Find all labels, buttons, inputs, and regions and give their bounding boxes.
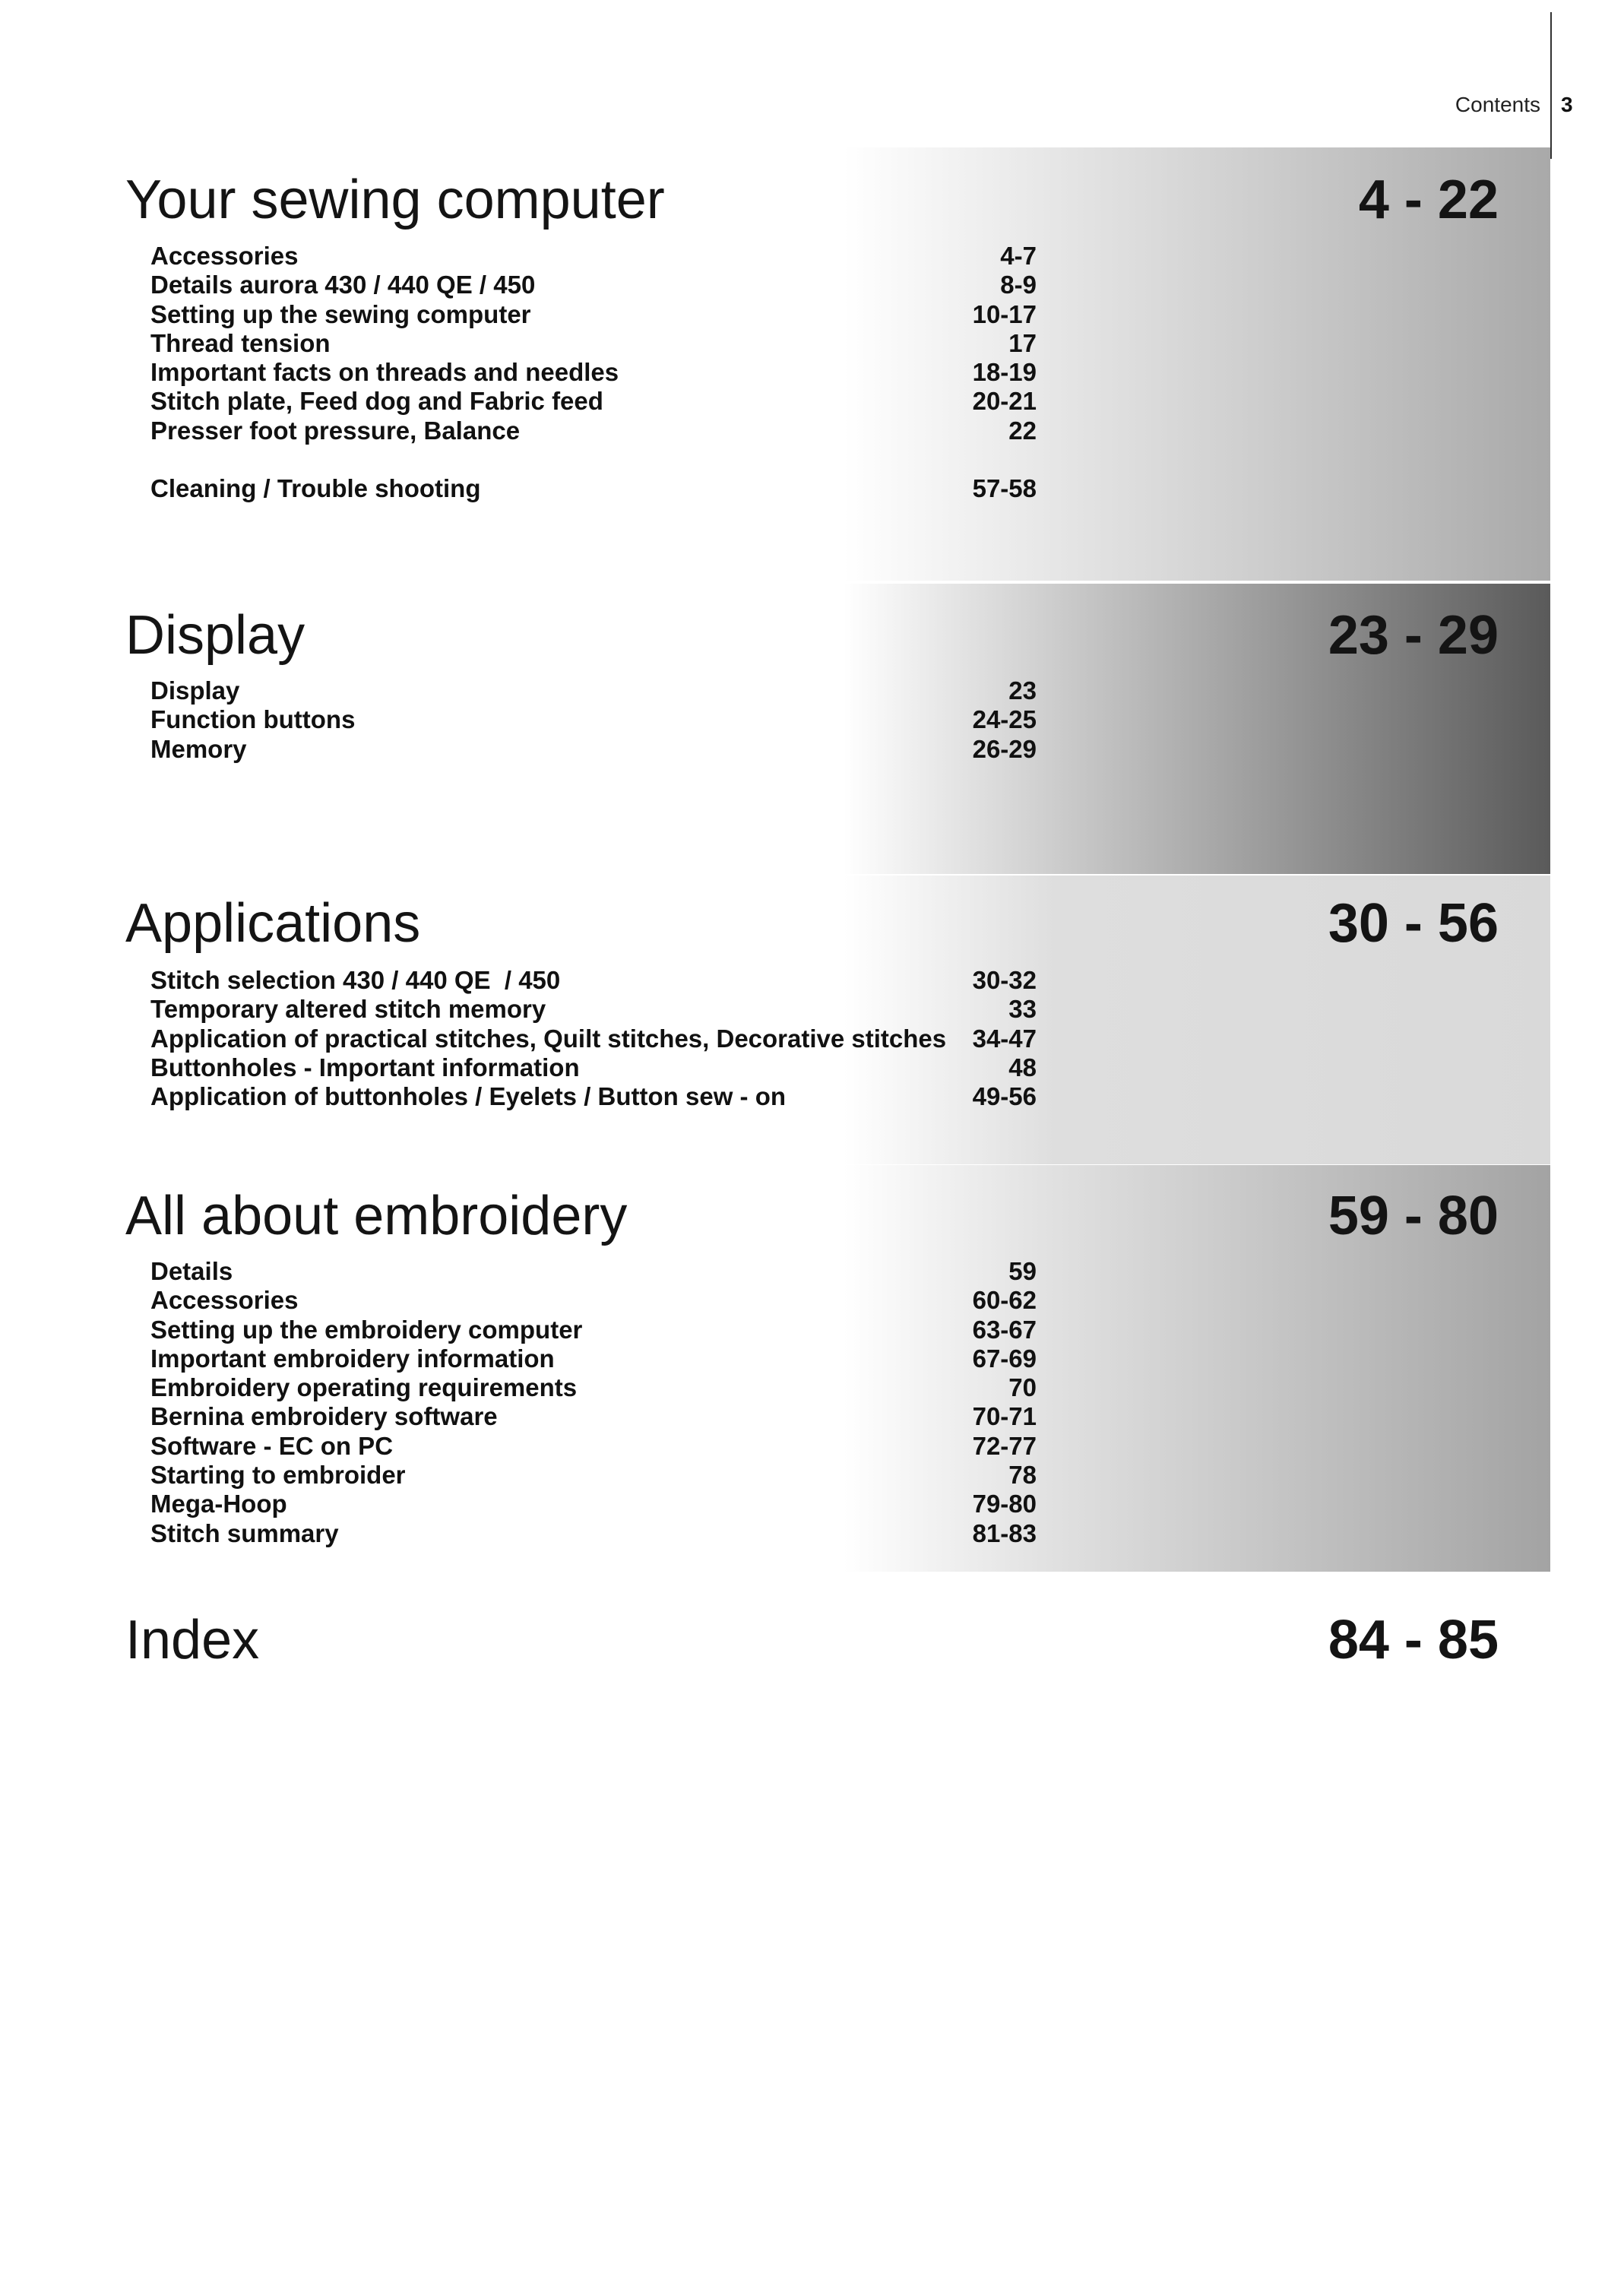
section-entries	[150, 966, 1037, 1111]
toc-entry[interactable]	[150, 242, 1037, 271]
entry-label: Function buttons	[150, 705, 356, 734]
entry-pages: 79-80	[972, 1490, 1037, 1518]
entry-pages: 20-21	[972, 387, 1037, 416]
entry-pages: 26-29	[972, 734, 1037, 763]
entry-label: Buttonholes - Important information	[150, 1053, 580, 1081]
entry-label: Application of practical stitches, Quilt stitches, Decorative stitches	[150, 1024, 947, 1053]
entry-label: Memory	[150, 734, 247, 763]
entry-label: Bernina embroidery software	[150, 1402, 498, 1431]
header-page-number: 3	[1561, 93, 1573, 116]
entry-pages: 70-71	[972, 1402, 1037, 1431]
toc-entry[interactable]	[150, 1490, 1037, 1518]
toc-entry[interactable]	[150, 387, 1037, 416]
entry-pages: 49-56	[972, 1082, 1037, 1111]
entry-pages: 70	[1008, 1373, 1037, 1402]
entry-label: Display	[150, 676, 240, 705]
entry-label: Details	[150, 1257, 233, 1285]
section-page-range: 30 - 56	[1328, 893, 1499, 954]
entry-pages: 72-77	[972, 1431, 1037, 1460]
entry-pages: 24-25	[972, 705, 1037, 734]
entry-label: Setting up the embroidery computer	[150, 1315, 583, 1344]
section-entries	[150, 242, 1037, 504]
entry-pages: 23	[1008, 676, 1037, 705]
section-title: All about embroidery	[125, 1186, 628, 1246]
section-title: Your sewing computer	[125, 169, 665, 230]
entry-pages: 33	[1008, 995, 1037, 1024]
entry-label: Starting to embroider	[150, 1461, 406, 1490]
entry-label: Stitch plate, Feed dog and Fabric feed	[150, 387, 603, 416]
toc-entry[interactable]	[150, 1053, 1037, 1082]
entry-label: Presser foot pressure, Balance	[150, 416, 521, 445]
entry-label: Accessories	[150, 1286, 299, 1315]
entry-label: Accessories	[150, 242, 299, 270]
header-divider	[1550, 12, 1552, 159]
toc-entry[interactable]	[150, 1344, 1037, 1373]
toc-entry[interactable]	[150, 1461, 1037, 1490]
entry-pages: 57-58	[972, 474, 1037, 503]
entry-label: Thread tension	[150, 328, 331, 357]
section-page-range: 23 - 29	[1328, 605, 1499, 666]
entry-pages: 8-9	[1000, 271, 1037, 299]
entry-pages: 30-32	[972, 966, 1037, 994]
entry-pages: 48	[1008, 1053, 1037, 1081]
entry-label: Embroidery operating requirements	[150, 1373, 578, 1402]
entry-pages: 59	[1008, 1257, 1037, 1285]
entry-label: Stitch selection 430 / 440 QE / 450	[150, 966, 561, 994]
section-entries	[150, 1257, 1037, 1548]
toc-entry[interactable]	[150, 329, 1037, 358]
toc-entry[interactable]	[150, 705, 1037, 734]
entry-pages: 10-17	[972, 299, 1037, 328]
entry-label: Important facts on threads and needles	[150, 358, 619, 387]
toc-entry[interactable]	[150, 1316, 1037, 1344]
toc-entry[interactable]	[150, 735, 1037, 764]
section-page-range: 4 - 22	[1358, 169, 1499, 230]
section-page-range: 84 - 85	[1328, 1610, 1499, 1670]
entry-label: Setting up the sewing computer	[150, 299, 531, 328]
section-title: Index	[125, 1610, 260, 1670]
toc-entry[interactable]	[150, 358, 1037, 387]
section-page-range: 59 - 80	[1328, 1186, 1499, 1246]
entry-label: Cleaning / Trouble shooting	[150, 474, 481, 503]
entry-label: Details aurora 430 / 440 QE / 450	[150, 271, 536, 299]
entry-pages: 67-69	[972, 1344, 1037, 1373]
toc-entry[interactable]	[150, 1432, 1037, 1461]
entry-pages: 78	[1008, 1461, 1037, 1490]
toc-entry[interactable]	[150, 300, 1037, 329]
entry-label: Temporary altered stitch memory	[150, 995, 546, 1024]
entry-pages: 4-7	[1000, 242, 1037, 270]
toc-entry[interactable]	[150, 966, 1037, 995]
toc-entry[interactable]	[150, 1082, 1037, 1111]
entry-pages: 60-62	[972, 1286, 1037, 1315]
entry-pages: 18-19	[972, 358, 1037, 387]
entry-label: Mega-Hoop	[150, 1490, 287, 1518]
toc-entry[interactable]	[150, 416, 1037, 445]
header-label: Contents	[1455, 93, 1540, 116]
entry-spacer	[150, 445, 1037, 474]
section-title: Display	[125, 605, 305, 666]
toc-entry[interactable]	[150, 474, 1037, 503]
toc-entry[interactable]	[150, 1402, 1037, 1431]
entry-label: Software - EC on PC	[150, 1431, 394, 1460]
toc-entry[interactable]	[150, 1373, 1037, 1402]
toc-entry[interactable]	[150, 1286, 1037, 1315]
section-entries	[150, 676, 1037, 764]
section-title: Applications	[125, 893, 421, 954]
toc-entry[interactable]	[150, 271, 1037, 299]
entry-pages: 34-47	[972, 1024, 1037, 1053]
entry-pages: 81-83	[972, 1518, 1037, 1547]
toc-entry[interactable]	[150, 1024, 1037, 1053]
toc-entry[interactable]	[150, 1519, 1037, 1548]
entry-label: Stitch summary	[150, 1518, 339, 1547]
entry-pages: 22	[1008, 416, 1037, 445]
entry-pages: 17	[1008, 328, 1037, 357]
toc-entry[interactable]	[150, 1257, 1037, 1286]
toc-entry[interactable]	[150, 995, 1037, 1024]
toc-entry[interactable]	[150, 676, 1037, 705]
entry-label: Important embroidery information	[150, 1344, 555, 1373]
entry-pages: 63-67	[972, 1315, 1037, 1344]
entry-label: Application of buttonholes / Eyelets / Button sew - on	[150, 1082, 787, 1111]
